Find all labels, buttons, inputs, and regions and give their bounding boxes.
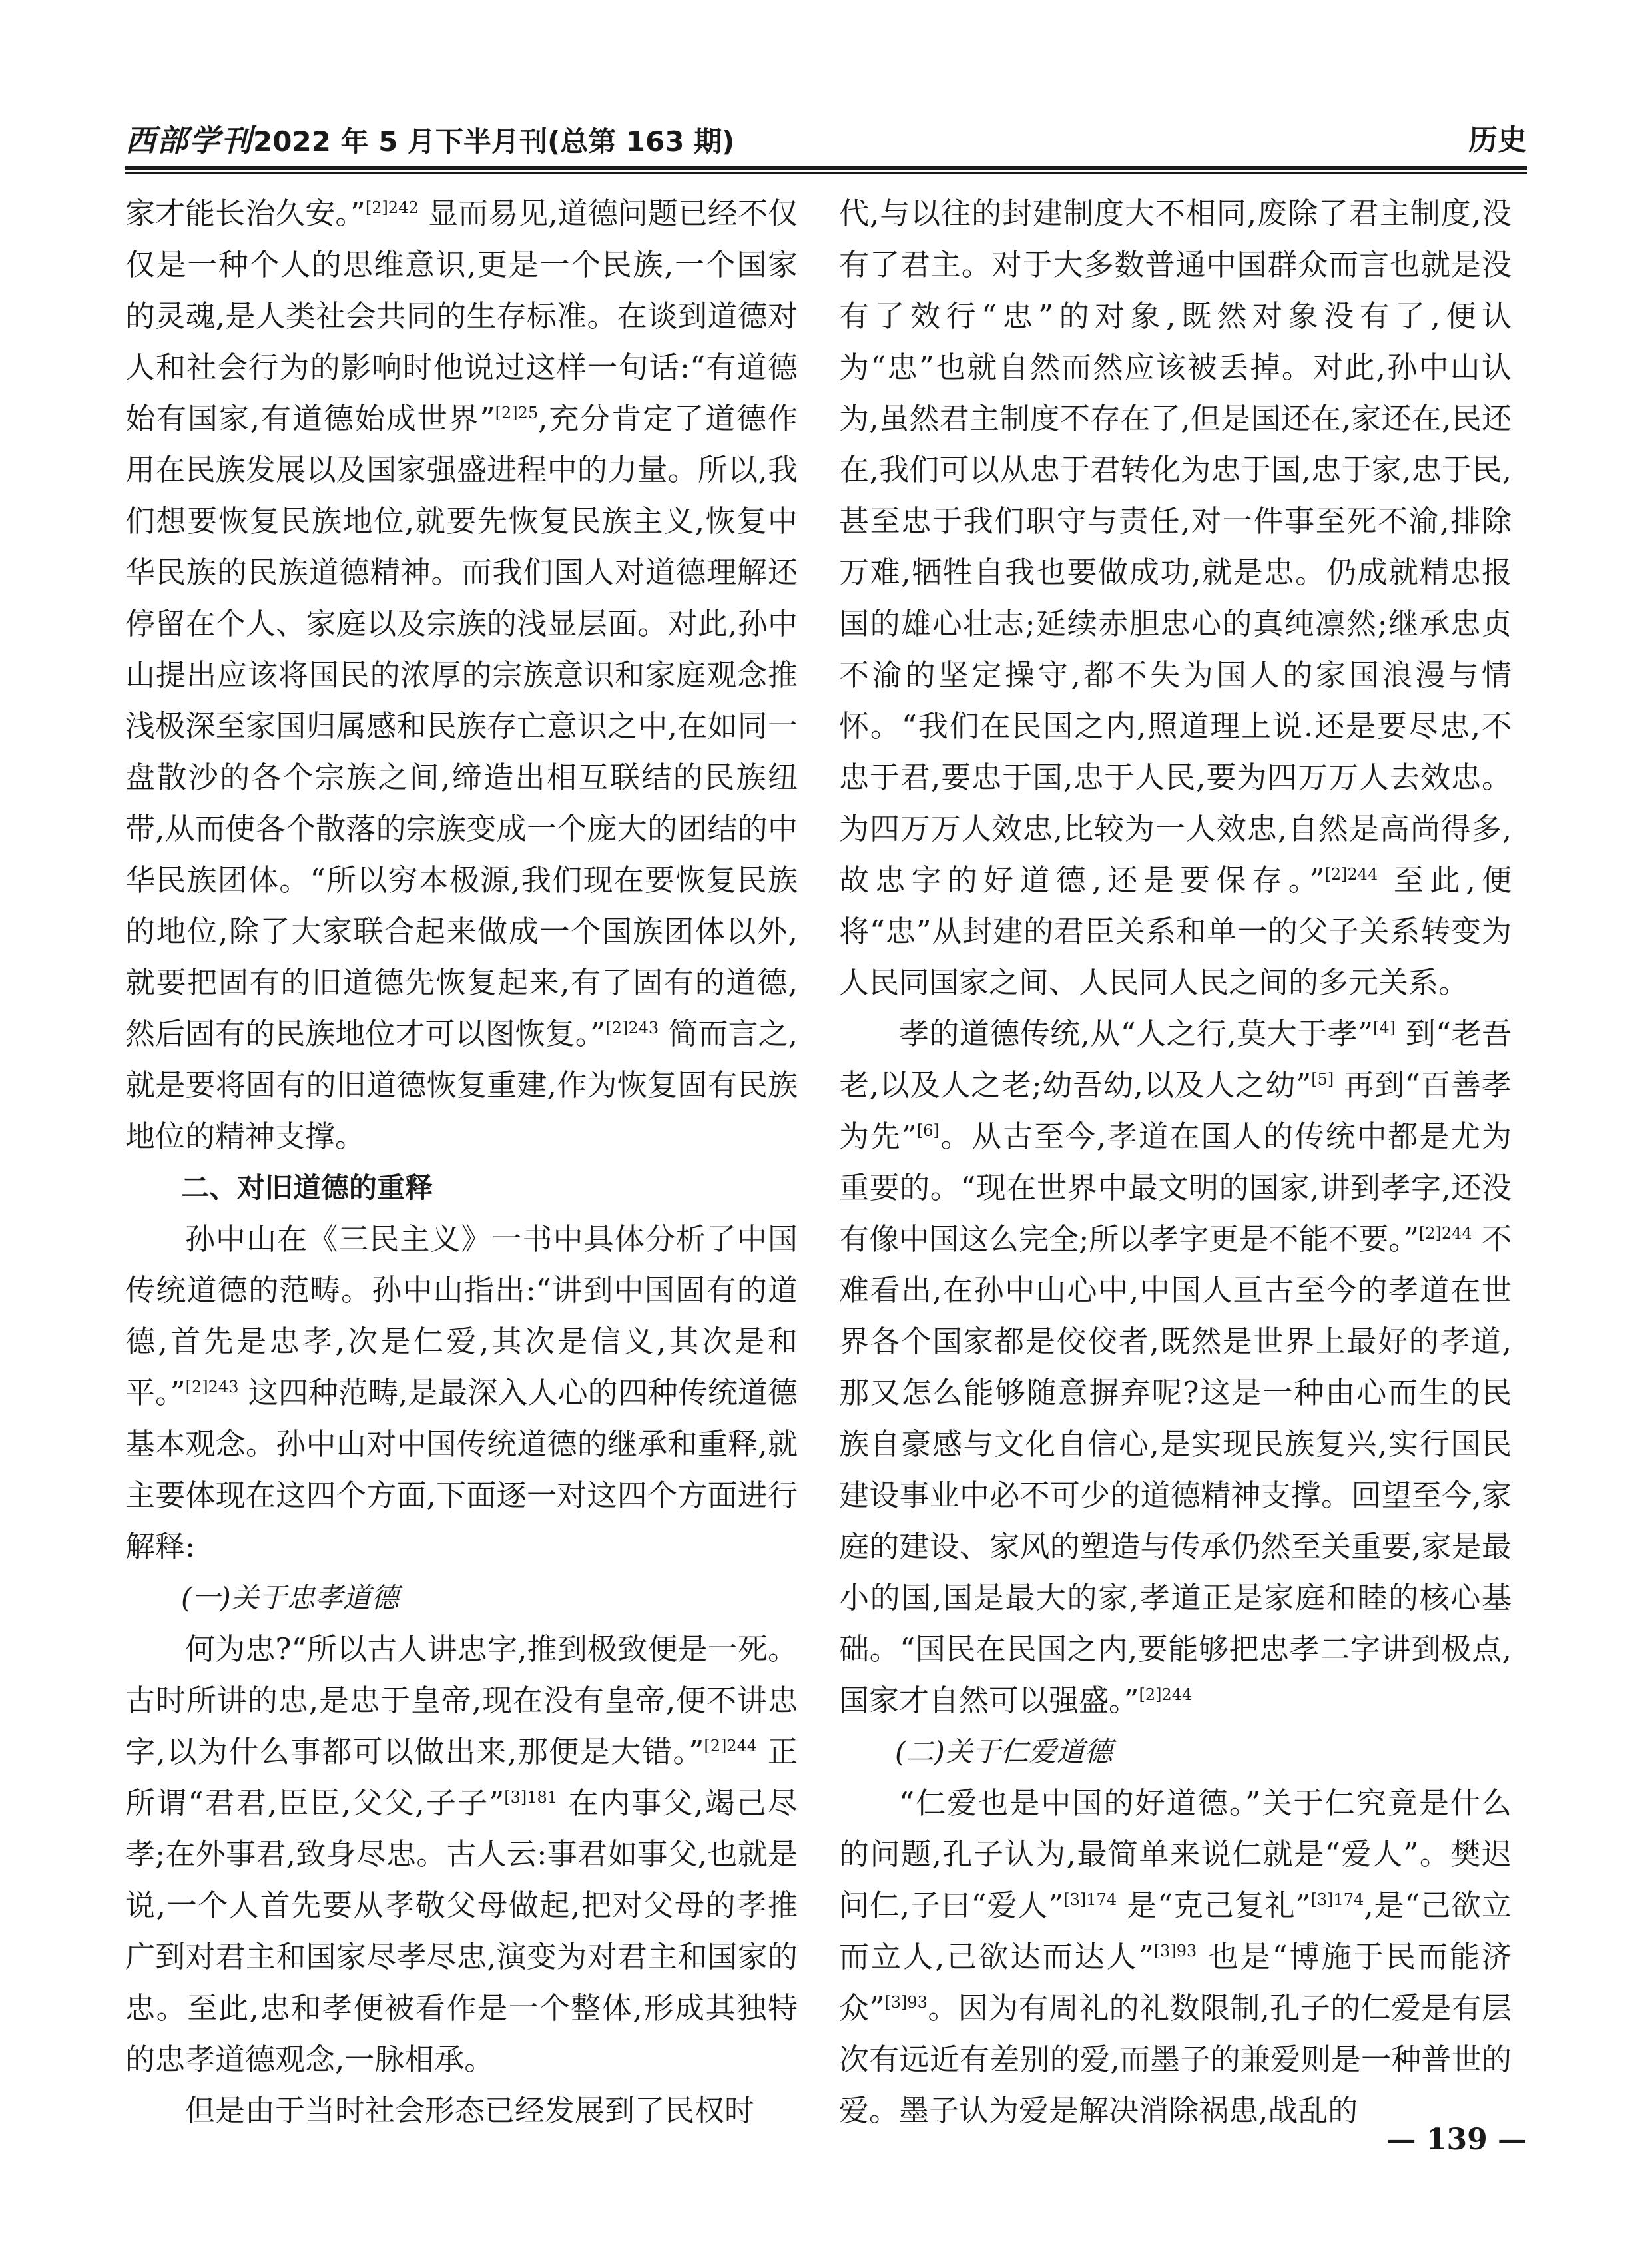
paragraph: 但是由于当时社会形态已经发展到了民权时 [185, 2093, 755, 2128]
page-number: — 139 — [1386, 2123, 1527, 2157]
section-label: 历史 [1468, 123, 1527, 157]
section-heading: 二、对旧道德的重释 [181, 1171, 433, 1204]
paragraph: 孙中山在《三民主义》一书中具体分析了中国传统道德的范畴。孙中山指出:“讲到中国固有的道德,首先是忠孝,次是仁爱,其次是信义,其次是和平。”$^{[2]243}$ 这四种范畴,是最深入人心的四种传统道德基本观念。孙中山对中国传统道德的继承和重释,就主要体现在这四个方面,下面逐一对这四个方面进行解释: [125, 1221, 798, 1564]
header-rule-thick [125, 166, 1527, 170]
paragraph: 代,与以往的封建制度大不相同,废除了君主制度,没有了君主。对于大多数普通中国群众而言也就是没有了效行“忠”的对象,既然对象没有了,便认为“忠”也就自然而然应该被丢掉。对此,孙中山认为,虽然君主制度不存在了,但是国还在,家还在,民还在,我们可以从忠于君转化为忠于国,忠于家,忠于民,甚至忠于我们职守与责任,对一件事至死不渝,排除万难,牺牲自我也要做成功,就是忠。仍成就精忠报国的雄心壮志;延续赤胆忠心的真纯凛然;继承忠贞不渝的坚定操守,都不失为国人的家国浪漫与情怀。“我们在民国之内,照道理上说.还是要尽忠,不忠于君,要忠于国,忠于人民,要为四万万人去效忠。为四万万人效忠,比较为一人效忠,自然是高尚得多,故忠字的好道德,还是要保存。”$^{[2]244}$ 至此,便将“忠”从封建的君臣关系和单一的父子关系转变为人民同国家之间、人民同人民之间的多元关系。 [839, 196, 1512, 1000]
issue-info: 2022 年 5 月下半月刊(总第 163 期) [253, 125, 735, 158]
header-rule-thin [125, 172, 1527, 174]
paragraph: “仁爱也是中国的好道德。”关于仁究竟是什么的问题,孔子认为,最简单来说仁就是“爱人”。樊迟问仁,子曰“爱人”$^{[3]174}$ 是“克己复礼”$^{[3]174}$,是“己欲立而立人,己欲达而达人”$^{[3]93}$ 也是“博施于民而能济众”$^{[3]93}$。因为有周礼的礼数限制,孔子的仁爱是有层次有远近有差别的爱,而墨子的兼爱则是一种普世的爱。墨子认为爱是解决消除祸患,战乱的 [839, 1785, 1512, 2128]
subsection-heading: (二)关于仁爱道德 [895, 1735, 1113, 1768]
subsection-heading: (一)关于忠孝道德 [181, 1581, 399, 1614]
journal-brand: 西部学刊 [125, 123, 253, 158]
paragraph: 家才能长治久安。”$^{[2]242}$ 显而易见,道德问题已经不仅仅是一种个人的思维意识,更是一个民族,一个国家的灵魂,是人类社会共同的生存标准。在谈到道德对人和社会行为的影响时他说过这样一句话:“有道德始有国家,有道德始成世界”$^{[2]25}$,充分肯定了道德作用在民族发展以及国家强盛进程中的力量。所以,我们想要恢复民族地位,就要先恢复民族主义,恢复中华民族的民族道德精神。而我们国人对道德理解还停留在个人、家庭以及宗族的浅显层面。对此,孙中山提出应该将国民的浓厚的宗族意识和家庭观念推浅极深至家国归属感和民族存亡意识之中,在如同一盘散沙的各个宗族之间,缔造出相互联结的民族纽带,从而使各个散落的宗族变成一个庞大的团结的中华民族团体。“所以穷本极源,我们现在要恢复民族的地位,除了大家联合起来做成一个国族团体以外,就要把固有的旧道德先恢复起来,有了固有的道德,然后固有的民族地位才可以图恢复。”$^{[2]243}$ 简而言之,就是要将固有的旧道德恢复重建,作为恢复固有民族地位的精神支撑。 [125, 196, 798, 1154]
journal-info [125, 120, 734, 162]
running-header [125, 120, 1527, 161]
paragraph: 孝的道德传统,从“人之行,莫大于孝”[4] 到“老吾老,以及人之老;幼吾幼,以及人之幼”[5] 再到“百善孝为先”[6]。从古至今,孝道在国人的传统中都是尤为重要的。“现在世界中最文明的国家,讲到孝字,还没有像中国这么完全;所以孝字更是不能不要。”$^{[2]244}$ 不难看出,在孙中山心中,中国人亘古至今的孝道在世界各个国家都是佼佼者,既然是世界上最好的孝道,那又怎么能够随意摒弃呢?这是一种由心而生的民族自豪感与文化自信心,是实现民族复兴,实行国民建设事业中必不可少的道德精神支撑。回望至今,家庭的建设、家风的塑造与传承仍然至关重要,家是最小的国,国是最大的家,孝道正是家庭和睦的核心基础。“国民在民国之内,要能够把忠孝二字讲到极点,国家才自然可以强盛。”$^{[2]244}$ [839, 1016, 1512, 1718]
right-column [839, 188, 1512, 2136]
paragraph: 何为忠?“所以古人讲忠字,推到极致便是一死。古时所讲的忠,是忠于皇帝,现在没有皇帝,便不讲忠字,以为什么事都可以做出来,那便是大错。”$^{[2]244}$ 正所谓“君君,臣臣,父父,子子”$^{[3]181}$ 在内事父,竭己尽孝;在外事君,致身尽忠。古人云:事君如事父,也就是说,一个人首先要从孝敬父母做起,把对父母的孝推广到对君主和国家尽孝尽忠,演变为对君主和国家的忠。至此,忠和孝便被看作是一个整体,形成其独特的忠孝道德观念,一脉相承。 [125, 1631, 798, 2077]
left-column [125, 188, 798, 2136]
